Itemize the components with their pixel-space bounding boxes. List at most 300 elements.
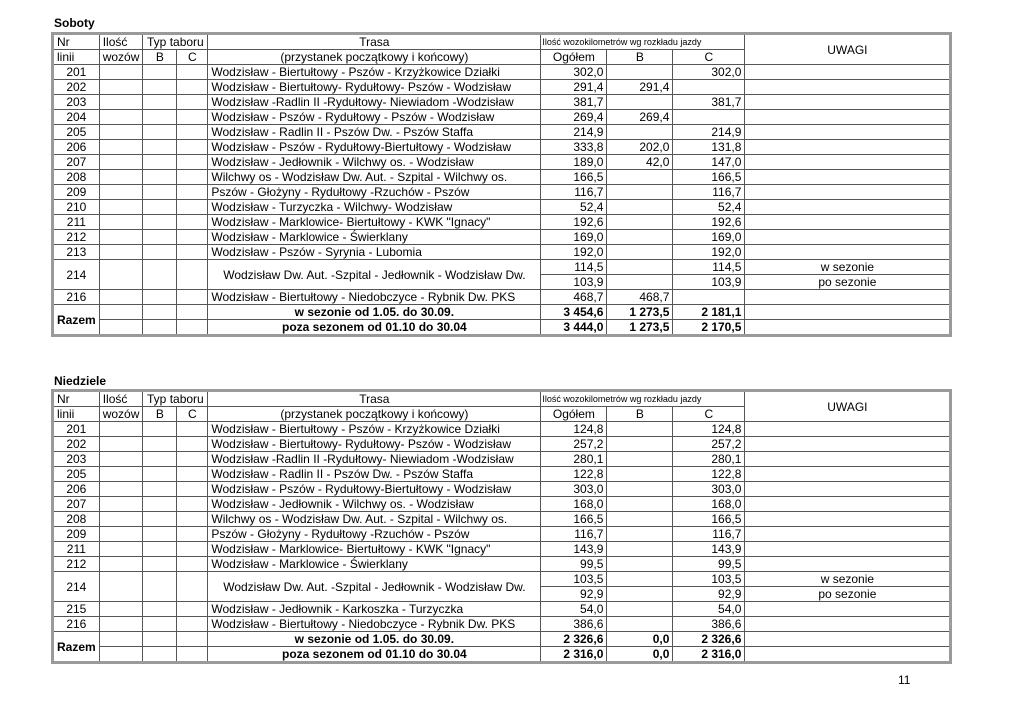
km-b	[607, 557, 673, 572]
km-b	[607, 125, 673, 140]
km-c: 116,7	[673, 185, 745, 200]
km-total: 124,8	[541, 422, 607, 437]
remarks	[745, 632, 951, 647]
route: Wodzisław - Biertułtowy - Niedobczyce - Rybnik Dw. PKS	[208, 617, 541, 632]
totals-label: Razem	[53, 632, 100, 663]
type-c	[177, 572, 208, 602]
km-b	[607, 422, 673, 437]
table-row	[53, 245, 951, 260]
km-c: 192,0	[673, 245, 745, 260]
route: Wodzisław - Radlin II - Pszów Dw. - Pszów Staffa	[208, 125, 541, 140]
type-c	[177, 422, 208, 437]
route: Wodzisław - Biertułtowy- Rydułtowy- Pszów - Wodzisław	[208, 80, 541, 95]
table-row	[53, 140, 951, 155]
km-c: 166,5	[673, 170, 745, 185]
km-c: 169,0	[673, 230, 745, 245]
vehicle-count	[99, 230, 143, 245]
section-title-niedziele: Niedziele	[54, 374, 107, 388]
route: Wodzisław - Pszów - Rydułtowy-Biertułtowy - Wodzisław	[208, 140, 541, 155]
table-row	[53, 422, 951, 437]
km-b	[607, 602, 673, 617]
vehicle-count	[99, 215, 143, 230]
header-typ-c: C	[177, 50, 208, 65]
remarks	[745, 155, 951, 170]
header-wozokilometry: Ilość wozokilometrów wg rozkładu jazdy	[541, 34, 745, 50]
type-b	[143, 527, 177, 542]
remarks	[745, 200, 951, 215]
km-b: 291,4	[607, 80, 673, 95]
km-b	[607, 587, 673, 602]
header-nr: Nr	[53, 391, 100, 407]
km-b	[607, 200, 673, 215]
table-row	[53, 617, 951, 632]
total-km: 2 326,6	[541, 632, 607, 647]
type-b	[143, 125, 177, 140]
remarks	[745, 125, 951, 140]
km-c	[673, 80, 745, 95]
line-number: 212	[53, 557, 100, 572]
route: Wodzisław - Jedłownik - Wilchwy os. - Wodzisław	[208, 155, 541, 170]
km-total: 214,9	[541, 125, 607, 140]
type-b	[143, 437, 177, 452]
type-c	[177, 95, 208, 110]
line-number: 205	[53, 467, 100, 482]
route: Wodzisław - Biertułtowy - Pszów - Krzyżkowice Działki	[208, 422, 541, 437]
line-number: 201	[53, 422, 100, 437]
km-total: 302,0	[541, 65, 607, 80]
type-b	[143, 512, 177, 527]
km-c: 54,0	[673, 602, 745, 617]
type-b	[143, 215, 177, 230]
header-wozow: wozów	[99, 407, 143, 422]
km-total: 192,0	[541, 245, 607, 260]
page-number: 11	[898, 673, 911, 687]
header-linii: linii	[53, 50, 100, 65]
km-total: 169,0	[541, 230, 607, 245]
km-total: 333,8	[541, 140, 607, 155]
route: Wodzisław - Marklowice - Świerklany	[208, 230, 541, 245]
remarks	[745, 647, 951, 663]
line-number: 212	[53, 230, 100, 245]
remarks	[745, 245, 951, 260]
route: Wodzisław - Biertułtowy - Pszów - Krzyżkowice Działki	[208, 65, 541, 80]
type-b	[143, 200, 177, 215]
km-c: 386,6	[673, 617, 745, 632]
km-c: 114,5	[673, 260, 745, 275]
line-number: 206	[53, 482, 100, 497]
line-number: 211	[53, 215, 100, 230]
header-linii: linii	[53, 407, 100, 422]
km-total: 291,4	[541, 80, 607, 95]
km-b	[607, 497, 673, 512]
route: Wodzisław - Radlin II - Pszów Dw. - Pszów Staffa	[208, 467, 541, 482]
remarks	[745, 542, 951, 557]
vehicle-count	[99, 617, 143, 632]
km-c: 214,9	[673, 125, 745, 140]
km-b	[607, 617, 673, 632]
km-c	[673, 290, 745, 305]
vehicle-count	[99, 305, 143, 320]
vehicle-count	[99, 155, 143, 170]
type-c	[177, 437, 208, 452]
totals-row	[53, 647, 951, 663]
route: Wodzisław - Pszów - Rydułtowy - Pszów - Wodzisław	[208, 110, 541, 125]
type-b	[143, 185, 177, 200]
type-b	[143, 110, 177, 125]
table-row	[53, 215, 951, 230]
vehicle-count	[99, 185, 143, 200]
km-total: 192,6	[541, 215, 607, 230]
type-b	[143, 617, 177, 632]
line-number: 202	[53, 437, 100, 452]
type-b	[143, 602, 177, 617]
route: Wodzisław -Radlin II -Rydułtowy- Niewiadom -Wodzisław	[208, 95, 541, 110]
type-c	[177, 140, 208, 155]
type-b	[143, 557, 177, 572]
table-row	[53, 110, 951, 125]
km-b	[607, 482, 673, 497]
total-km-c: 2 181,1	[673, 305, 745, 320]
table-row	[53, 260, 951, 275]
vehicle-count	[99, 245, 143, 260]
remarks	[745, 482, 951, 497]
type-c	[177, 200, 208, 215]
header-wozokilometry: Ilość wozokilometrów wg rozkładu jazdy	[541, 391, 745, 407]
km-c: 99,5	[673, 557, 745, 572]
header-km-b: B	[607, 50, 673, 65]
type-c	[177, 65, 208, 80]
remarks: w sezonie	[745, 260, 951, 275]
header-typ-b: B	[143, 50, 177, 65]
km-b	[607, 260, 673, 275]
header-ilosc: Ilość	[99, 391, 143, 407]
km-b: 42,0	[607, 155, 673, 170]
km-total: 103,9	[541, 275, 607, 290]
km-b	[607, 170, 673, 185]
vehicle-count	[99, 80, 143, 95]
km-b	[607, 542, 673, 557]
header-uwagi: UWAGI	[745, 391, 951, 422]
total-km-b: 0,0	[607, 632, 673, 647]
route: Wodzisław - Marklowice- Biertułtowy - KWK "Ignacy"	[208, 215, 541, 230]
table-row	[53, 125, 951, 140]
type-b	[143, 452, 177, 467]
type-c	[177, 110, 208, 125]
km-total: 143,9	[541, 542, 607, 557]
header-uwagi: UWAGI	[745, 34, 951, 65]
vehicle-count	[99, 632, 143, 647]
vehicle-count	[99, 647, 143, 663]
line-number: 206	[53, 140, 100, 155]
km-b: 468,7	[607, 290, 673, 305]
km-c: 116,7	[673, 527, 745, 542]
remarks	[745, 557, 951, 572]
header-wozow: wozów	[99, 50, 143, 65]
type-b	[143, 170, 177, 185]
vehicle-count	[99, 482, 143, 497]
km-total: 468,7	[541, 290, 607, 305]
route: Wodzisław - Biertułtowy- Rydułtowy- Pszów - Wodzisław	[208, 437, 541, 452]
table-row	[53, 437, 951, 452]
km-b	[607, 512, 673, 527]
type-c	[177, 527, 208, 542]
type-b	[143, 230, 177, 245]
remarks	[745, 95, 951, 110]
total-km: 2 316,0	[541, 647, 607, 663]
line-number: 209	[53, 527, 100, 542]
type-c	[177, 185, 208, 200]
km-c: 143,9	[673, 542, 745, 557]
vehicle-count	[99, 437, 143, 452]
vehicle-count	[99, 452, 143, 467]
line-number: 204	[53, 110, 100, 125]
remarks	[745, 617, 951, 632]
km-total: 303,0	[541, 482, 607, 497]
km-total: 166,5	[541, 512, 607, 527]
line-number: 208	[53, 512, 100, 527]
totals-period: poza sezonem od 01.10 do 30.04	[208, 320, 541, 336]
header-ogolem: Ogółem	[541, 50, 607, 65]
km-b	[607, 527, 673, 542]
table-row	[53, 155, 951, 170]
total-km: 3 444,0	[541, 320, 607, 336]
table-row	[53, 170, 951, 185]
vehicle-count	[99, 200, 143, 215]
vehicle-count	[99, 602, 143, 617]
vehicle-count	[99, 260, 143, 290]
type-b	[143, 140, 177, 155]
km-c: 166,5	[673, 512, 745, 527]
type-c	[177, 320, 208, 336]
route: Wodzisław - Pszów - Rydułtowy-Biertułtowy - Wodzisław	[208, 482, 541, 497]
km-b	[607, 95, 673, 110]
km-total: 99,5	[541, 557, 607, 572]
km-c: 168,0	[673, 497, 745, 512]
type-c	[177, 230, 208, 245]
route: Wodzisław -Radlin II -Rydułtowy- Niewiadom -Wodzisław	[208, 452, 541, 467]
type-c	[177, 632, 208, 647]
line-number: 202	[53, 80, 100, 95]
type-b	[143, 245, 177, 260]
vehicle-count	[99, 512, 143, 527]
totals-row	[53, 305, 951, 320]
remarks	[745, 80, 951, 95]
header-km-c: C	[673, 50, 745, 65]
header-km-b: B	[607, 407, 673, 422]
vehicle-count	[99, 170, 143, 185]
km-total: 189,0	[541, 155, 607, 170]
total-km-c: 2 170,5	[673, 320, 745, 336]
type-c	[177, 482, 208, 497]
table-row	[53, 290, 951, 305]
route: Wodzisław Dw. Aut. -Szpital - Jedłownik - Wodzisław Dw.	[208, 260, 541, 290]
header-typ-b: B	[143, 407, 177, 422]
type-c	[177, 557, 208, 572]
km-total: 52,4	[541, 200, 607, 215]
totals-period: w sezonie od 1.05. do 30.09.	[208, 632, 541, 647]
line-number: 216	[53, 617, 100, 632]
type-c	[177, 155, 208, 170]
km-total: 280,1	[541, 452, 607, 467]
km-b	[607, 245, 673, 260]
remarks	[745, 497, 951, 512]
table-row	[53, 482, 951, 497]
remarks: w sezonie	[745, 572, 951, 587]
km-total: 116,7	[541, 185, 607, 200]
type-b	[143, 80, 177, 95]
km-b	[607, 215, 673, 230]
type-b	[143, 260, 177, 290]
remarks	[745, 602, 951, 617]
km-c: 92,9	[673, 587, 745, 602]
km-c: 131,8	[673, 140, 745, 155]
km-total: 116,7	[541, 527, 607, 542]
line-number: 211	[53, 542, 100, 557]
type-c	[177, 290, 208, 305]
remarks	[745, 185, 951, 200]
km-c: 124,8	[673, 422, 745, 437]
km-total: 381,7	[541, 95, 607, 110]
type-c	[177, 452, 208, 467]
totals-row	[53, 632, 951, 647]
table-row	[53, 200, 951, 215]
remarks	[745, 65, 951, 80]
km-total: 257,2	[541, 437, 607, 452]
header-km-c: C	[673, 407, 745, 422]
total-km-c: 2 326,6	[673, 632, 745, 647]
total-km-c: 2 316,0	[673, 647, 745, 663]
table-row	[53, 95, 951, 110]
km-c: 280,1	[673, 452, 745, 467]
vehicle-count	[99, 467, 143, 482]
route: Wodzisław - Marklowice- Biertułtowy - KWK "Ignacy"	[208, 542, 541, 557]
km-total: 54,0	[541, 602, 607, 617]
header-typ-c: C	[177, 407, 208, 422]
remarks	[745, 422, 951, 437]
km-b	[607, 65, 673, 80]
vehicle-count	[99, 527, 143, 542]
remarks	[745, 290, 951, 305]
km-b	[607, 275, 673, 290]
type-b	[143, 497, 177, 512]
header-ogolem: Ogółem	[541, 407, 607, 422]
route: Wodzisław - Jedłownik - Karkoszka - Turzyczka	[208, 602, 541, 617]
line-number: 216	[53, 290, 100, 305]
km-total: 166,5	[541, 170, 607, 185]
remarks: po sezonie	[745, 275, 951, 290]
km-c: 103,9	[673, 275, 745, 290]
type-b	[143, 95, 177, 110]
km-total: 269,4	[541, 110, 607, 125]
km-c: 52,4	[673, 200, 745, 215]
km-b	[607, 230, 673, 245]
type-c	[177, 467, 208, 482]
type-b	[143, 542, 177, 557]
km-total: 114,5	[541, 260, 607, 275]
type-b	[143, 482, 177, 497]
vehicle-count	[99, 497, 143, 512]
table-row	[53, 497, 951, 512]
vehicle-count	[99, 572, 143, 602]
vehicle-count	[99, 557, 143, 572]
line-number: 203	[53, 95, 100, 110]
route: Wilchwy os - Wodzisław Dw. Aut. - Szpital - Wilchwy os.	[208, 512, 541, 527]
totals-period: w sezonie od 1.05. do 30.09.	[208, 305, 541, 320]
vehicle-count	[99, 542, 143, 557]
km-b	[607, 452, 673, 467]
km-b	[607, 467, 673, 482]
header-trasa-desc: (przystanek początkowy i końcowy)	[208, 50, 541, 65]
remarks	[745, 527, 951, 542]
header-typ-taboru: Typ taboru	[143, 34, 208, 50]
km-total: 103,5	[541, 572, 607, 587]
type-b	[143, 155, 177, 170]
remarks	[745, 512, 951, 527]
line-number: 201	[53, 65, 100, 80]
route: Wodzisław - Jedłownik - Wilchwy os. - Wodzisław	[208, 497, 541, 512]
type-c	[177, 305, 208, 320]
km-b	[607, 437, 673, 452]
line-number: 214	[53, 260, 100, 290]
type-c	[177, 617, 208, 632]
line-number: 209	[53, 185, 100, 200]
type-b	[143, 632, 177, 647]
table-row	[53, 230, 951, 245]
line-number: 205	[53, 125, 100, 140]
type-c	[177, 170, 208, 185]
km-c: 103,5	[673, 572, 745, 587]
vehicle-count	[99, 290, 143, 305]
type-c	[177, 125, 208, 140]
line-number: 207	[53, 155, 100, 170]
type-b	[143, 467, 177, 482]
remarks	[745, 467, 951, 482]
route: Wodzisław - Marklowice - Świerklany	[208, 557, 541, 572]
km-total: 168,0	[541, 497, 607, 512]
line-number: 203	[53, 452, 100, 467]
km-c: 381,7	[673, 95, 745, 110]
totals-label: Razem	[53, 305, 100, 336]
table-row	[53, 527, 951, 542]
line-number: 208	[53, 170, 100, 185]
type-c	[177, 602, 208, 617]
km-c: 302,0	[673, 65, 745, 80]
type-c	[177, 260, 208, 290]
remarks	[745, 110, 951, 125]
route: Wilchwy os - Wodzisław Dw. Aut. - Szpital - Wilchwy os.	[208, 170, 541, 185]
remarks	[745, 215, 951, 230]
km-b	[607, 185, 673, 200]
vehicle-count	[99, 65, 143, 80]
km-c: 147,0	[673, 155, 745, 170]
table-row	[53, 467, 951, 482]
table-row	[53, 572, 951, 587]
header-typ-taboru: Typ taboru	[143, 391, 208, 407]
route: Wodzisław - Turzyczka - Wilchwy- Wodzisław	[208, 200, 541, 215]
table-row	[53, 557, 951, 572]
type-b	[143, 290, 177, 305]
totals-row	[53, 320, 951, 336]
total-km-b: 1 273,5	[607, 305, 673, 320]
type-b	[143, 422, 177, 437]
line-number: 214	[53, 572, 100, 602]
km-total: 92,9	[541, 587, 607, 602]
type-c	[177, 215, 208, 230]
type-c	[177, 80, 208, 95]
remarks	[745, 452, 951, 467]
vehicle-count	[99, 95, 143, 110]
table-row	[53, 80, 951, 95]
